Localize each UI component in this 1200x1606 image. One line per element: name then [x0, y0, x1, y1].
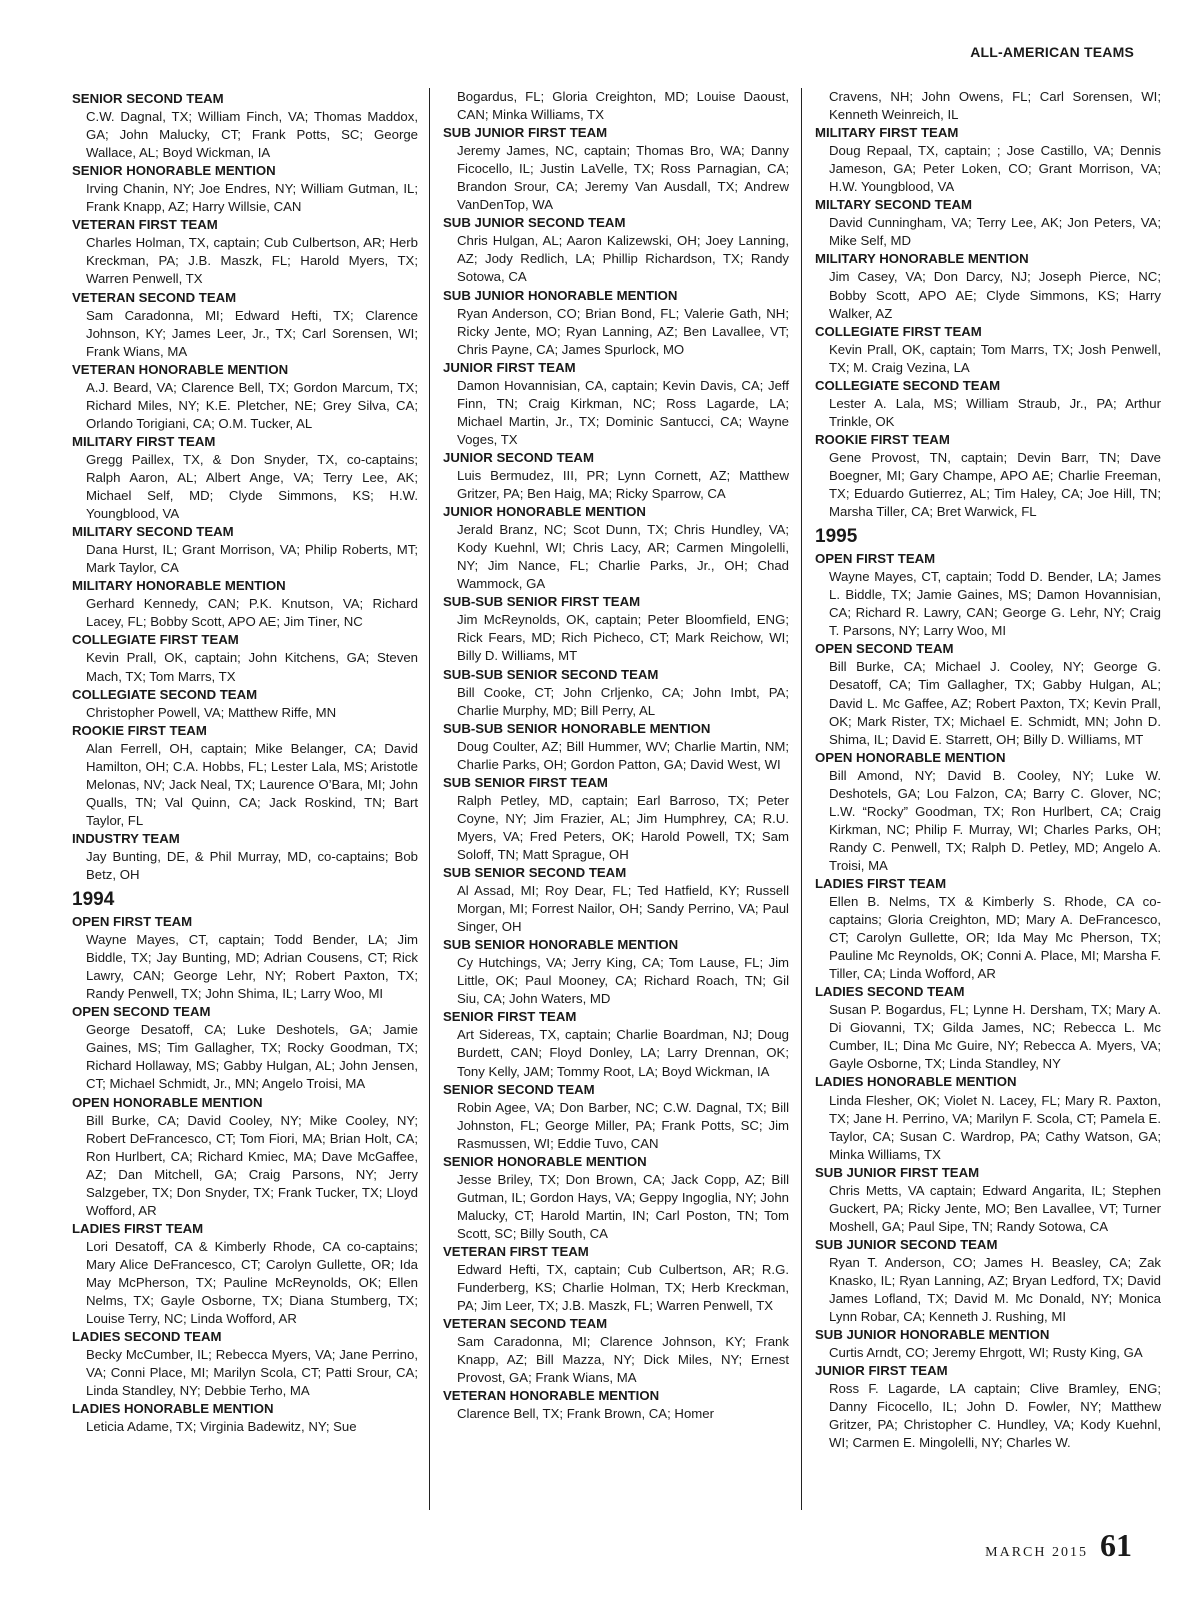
team-roster: Alan Ferrell, OH, captain; Mike Belanger, CA; David Hamilton, OH; C.A. Hobbs, FL; Lester Lala, MS; Aristotle Melonas, NV; Jack Neal, TX; Laurence O’Bara, MI; John Qualls, TN; Val Quinn, CA; Jack Roskind, TN; Bart Taylor, FL	[86, 740, 418, 828]
issue-date: MARCH 2015	[985, 1545, 1088, 1560]
team-roster: Sam Caradonna, MI; Edward Hefti, TX; Clarence Johnson, KY; James Leer, Jr., TX; Carl Sorensen, WI; Frank Wians, MA	[86, 307, 418, 359]
team-heading: SUB JUNIOR SECOND TEAM	[443, 215, 626, 231]
team-roster: Dana Hurst, IL; Grant Morrison, VA; Philip Roberts, MT; Mark Taylor, CA	[86, 542, 418, 576]
team-heading: SUB JUNIOR HONORABLE MENTION	[443, 287, 678, 303]
team-roster: Leticia Adame, TX; Virginia Badewitz, NY; Sue	[86, 1419, 357, 1435]
team-heading: ROOKIE FIRST TEAM	[815, 431, 950, 447]
team-heading: VETERAN SECOND TEAM	[72, 289, 237, 305]
team-roster: Robin Agee, VA; Don Barber, NC; C.W. Dagnal, TX; Bill Johnston, FL; George Miller, PA; Frank Potts, SC; Jim Rasmussen, WI; Eddie Tuvo, CAN	[457, 1099, 789, 1151]
team-roster: A.J. Beard, VA; Clarence Bell, TX; Gordon Marcum, TX; Richard Miles, NY; K.E. Pletcher, NE; Grey Silva, CA; Orlando Torigiani, CA; O.M. Tucker, AL	[86, 379, 418, 431]
team-heading: COLLEGIATE FIRST TEAM	[72, 632, 239, 648]
team-heading: JUNIOR HONORABLE MENTION	[443, 504, 646, 520]
team-heading: OPEN HONORABLE MENTION	[815, 749, 1006, 765]
team-heading: SUB SENIOR SECOND TEAM	[443, 865, 627, 881]
team-roster: Christopher Powell, VA; Matthew Riffe, MN	[86, 704, 337, 720]
team-heading: OPEN HONORABLE MENTION	[72, 1094, 263, 1110]
article-columns	[72, 88, 1162, 1558]
team-roster: Ralph Petley, MD, captain; Earl Barroso, TX; Peter Coyne, NY; Jim Frazier, AL; Jim Humphrey, CA; R.U. Myers, VA; Fred Peters, OK; Harold Powell, TX; Sam Soloff, TN; Matt Sprague, OH	[457, 792, 789, 862]
team-roster: Jerald Branz, NC; Scot Dunn, TX; Chris Hundley, VA; Kody Kuehnl, WI; Chris Lacy, AR; Carmen Mingolelli, NY; Jim Nance, FL; Charlie Parks, Jr., OH; Chad Wammock, GA	[457, 522, 789, 592]
column-3	[815, 88, 1161, 1452]
team-heading: SUB SENIOR HONORABLE MENTION	[443, 937, 679, 953]
team-heading: INDUSTRY TEAM	[72, 830, 180, 846]
team-roster: Lester A. Lala, MS; William Straub, Jr., PA; Arthur Trinkle, OK	[829, 395, 1161, 429]
team-roster: Luis Bermudez, III, PR; Lynn Cornett, AZ; Matthew Gritzer, PA; Ben Haig, MA; Ricky Sparrow, CA	[457, 467, 789, 502]
team-heading: OPEN FIRST TEAM	[815, 551, 936, 567]
team-roster: C.W. Dagnal, TX; William Finch, VA; Thomas Maddox, GA; John Malucky, CT; Frank Potts, SC; George Wallace, AL; Boyd Wickman, IA	[86, 109, 418, 161]
team-heading: OPEN FIRST TEAM	[72, 914, 193, 930]
team-roster: Bogardus, FL; Gloria Creighton, MD; Louise Daoust, CAN; Minka Williams, TX	[457, 89, 789, 123]
column-2	[443, 88, 789, 1423]
team-heading: COLLEGIATE SECOND TEAM	[72, 686, 258, 702]
column-divider	[429, 88, 430, 1510]
team-heading: OPEN SECOND TEAM	[815, 641, 954, 657]
team-roster: Wayne Mayes, CT, captain; Todd D. Bender, LA; James L. Biddle, TX; Jamie Gaines, MS; Damon Hovannisian, CA; Richard R. Lawry, CAN; George G. Lehr, NY; Craig T. Parsons, NY; Larry Woo, MI	[829, 569, 1161, 639]
team-heading: JUNIOR SECOND TEAM	[443, 449, 594, 465]
team-roster: Gregg Paillex, TX, & Don Snyder, TX, co-captains; Ralph Aaron, AL; Albert Ange, VA; Terry Lee, AK; Michael Self, MD; Clyde Simmons, KS; H.W. Youngblood, VA	[86, 451, 418, 522]
team-heading: VETERAN HONORABLE MENTION	[72, 361, 289, 377]
team-roster: Ross F. Lagarde, LA captain; Clive Bramley, ENG; Danny Ficocello, IL; John D. Fowler, NY; Matthew Gritzer, PA; Christopher C. Hundley, VA; Kody Kuehnl, WI; Carmen E. Mingolelli, NY; Charles W.	[829, 1381, 1161, 1451]
team-heading: JUNIOR FIRST TEAM	[815, 1363, 948, 1379]
team-roster: Al Assad, MI; Roy Dear, FL; Ted Hatfield, KY; Russell Morgan, MI; Forrest Nailor, OH; Sandy Perrino, VA; Paul Singer, OH	[457, 883, 789, 935]
team-heading: LADIES FIRST TEAM	[72, 1220, 204, 1236]
team-roster: Sam Caradonna, MI; Clarence Johnson, KY; Frank Knapp, AZ; Bill Mazza, NY; Dick Miles, NY; Ernest Provost, GA; Frank Wians, MA	[457, 1334, 789, 1386]
team-heading: SENIOR SECOND TEAM	[72, 91, 224, 106]
team-heading: VETERAN FIRST TEAM	[72, 217, 218, 233]
team-heading: MILITARY HONORABLE MENTION	[72, 578, 286, 594]
year-heading: 1994	[72, 889, 115, 911]
team-heading: MILITARY SECOND TEAM	[72, 524, 234, 540]
team-heading: LADIES SECOND TEAM	[815, 984, 965, 1000]
team-heading: SENIOR HONORABLE MENTION	[72, 163, 276, 179]
team-roster: Becky McCumber, IL; Rebecca Myers, VA; Jane Perrino, VA; Conni Place, MI; Marilyn Scola, CT; Patti Srour, CA; Linda Standley, NY; Debbie Terho, MA	[86, 1347, 418, 1399]
team-heading: VETERAN HONORABLE MENTION	[443, 1388, 660, 1404]
page-footer	[985, 1527, 1132, 1564]
team-roster: Ryan Anderson, CO; Brian Bond, FL; Valerie Gath, NH; Ricky Jente, MO; Ryan Lanning, AZ; Ben Lavallee, VT; Chris Payne, CA; James Spurlock, MO	[457, 305, 789, 357]
team-heading: JUNIOR FIRST TEAM	[443, 359, 576, 375]
team-heading: SUB JUNIOR SECOND TEAM	[815, 1236, 998, 1252]
team-heading: SENIOR HONORABLE MENTION	[443, 1153, 647, 1169]
team-heading: SUB-SUB SENIOR FIRST TEAM	[443, 594, 641, 610]
team-heading: COLLEGIATE FIRST TEAM	[815, 323, 982, 339]
team-heading: MILTARY SECOND TEAM	[815, 197, 973, 213]
team-roster: Edward Hefti, TX, captain; Cub Culbertson, AR; R.G. Funderberg, KS; Charlie Holman, TX; Herb Kreckman, PA; Jim Leer, TX; J.B. Maszk, FL; Warren Penwell, TX	[457, 1262, 789, 1314]
team-heading: VETERAN SECOND TEAM	[443, 1316, 608, 1332]
team-roster: Jay Bunting, DE, & Phil Murray, MD, co-captains; Bob Betz, OH	[86, 848, 418, 883]
team-roster: Bill Burke, CA; David Cooley, NY; Mike Cooley, NY; Robert DeFrancesco, CT; Tom Fiori, MA; Brian Holt, CA; Ron Hurlbert, CA; Richard Kmiec, MA; Dave McGaffee, AZ; Dan Mitchell, GA; Craig Parsons, NY; Jerry Salzgeber, TX; Don Snyder, TX; Frank Tucker, TX; Lloyd Wofford, AR	[86, 1112, 418, 1218]
team-roster: Doug Coulter, AZ; Bill Hummer, WV; Charlie Martin, NM; Charlie Parks, OH; Gordon Patton, GA; David West, WI	[457, 738, 789, 772]
section-header: ALL-AMERICAN TEAMS	[970, 44, 1134, 60]
team-roster: Wayne Mayes, CT, captain; Todd Bender, LA; Jim Biddle, TX; Jay Bunting, MD; Adrian Cousens, CT; Rick Lawry, CAN; George Lehr, NY; Robert Paxton, TX; Randy Penwell, TX; John Shima, IL; Larry Woo, MI	[86, 932, 418, 1002]
team-roster: Damon Hovannisian, CA, captain; Kevin Davis, CA; Jeff Finn, TN; Craig Kirkman, NC; Ross Lagarde, LA; Michael Martin, Jr., TX; Dominic Santucci, CA; Wayne Voges, TX	[457, 377, 789, 447]
column-1	[72, 90, 418, 1436]
team-heading: SENIOR FIRST TEAM	[443, 1009, 577, 1025]
team-roster: David Cunningham, VA; Terry Lee, AK; Jon Peters, VA; Mike Self, MD	[829, 215, 1161, 249]
team-roster: Cy Hutchings, VA; Jerry King, CA; Tom Lause, FL; Jim Little, OK; Paul Mooney, CA; Richard Roach, TN; Gil Siu, CA; John Waters, MD	[457, 955, 789, 1007]
column-divider	[801, 88, 802, 1510]
team-roster: Clarence Bell, TX; Frank Brown, CA; Homer	[457, 1406, 714, 1422]
team-roster: Jim McReynolds, OK, captain; Peter Bloomfield, ENG; Rick Fears, MD; Rich Picheco, CT; Mark Reichow, WI; Billy D. Williams, MT	[457, 612, 789, 664]
team-roster: Lori Desatoff, CA & Kimberly Rhode, CA co-captains; Mary Alice DeFrancesco, CT; Carolyn Gullette, OR; Ida May McPherson, TX; Pauline McReynolds, OK; Ellen Nelms, TX; Gayle Osborne, TX; Diana Stumberg, TX; Louise Terry, NC; Linda Wofford, AR	[86, 1238, 418, 1327]
team-heading: LADIES SECOND TEAM	[72, 1329, 222, 1345]
team-roster: Linda Flesher, OK; Violet N. Lacey, FL; Mary R. Paxton, TX; Jane H. Perrino, VA; Marilyn F. Scola, CT; Pamela E. Taylor, CA; Susan C. Wardrop, PA; Cathy Watson, GA; Minka Williams, TX	[829, 1092, 1161, 1162]
team-roster: Curtis Arndt, CO; Jeremy Ehrgott, WI; Rusty King, GA	[829, 1345, 1143, 1361]
team-roster: Charles Holman, TX, captain; Cub Culbertson, AR; Herb Kreckman, PA; J.B. Maszk, FL; Harold Myers, TX; Warren Penwell, TX	[86, 235, 418, 287]
team-heading: LADIES HONORABLE MENTION	[72, 1401, 274, 1417]
team-roster: Jim Casey, VA; Don Darcy, NJ; Joseph Pierce, NC; Bobby Scott, APO AE; Clyde Simmons, KS; Harry Walker, AZ	[829, 269, 1161, 321]
team-roster: George Desatoff, CA; Luke Deshotels, GA; Jamie Gaines, MS; Tim Gallagher, TX; Rocky Goodman, TX; Richard Hollaway, MS; Gabby Hulgan, AL; John Jensen, CT; Michael Schmidt, Jr., MN; Angelo Troisi, MA	[86, 1022, 418, 1092]
team-roster: Bill Burke, CA; Michael J. Cooley, NY; George G. Desatoff, CA; Tim Gallagher, TX; Gabby Hulgan, AL; David L. Mc Gaffee, AZ; Robert Paxton, TX; Kevin Prall, OK; Mark Rister, TX; Michael E. Schmidt, MN; John D. Shima, IL; David E. Starrett, OH; Billy D. Williams, MT	[829, 659, 1161, 747]
team-roster: Irving Chanin, NY; Joe Endres, NY; William Gutman, IL; Frank Knapp, AZ; Harry Willsie, CAN	[86, 181, 418, 215]
team-roster: Art Sidereas, TX, captain; Charlie Boardman, NJ; Doug Burdett, CAN; Floyd Donley, LA; Larry Drennan, OK; Tony Kelly, JAM; Tommy Root, LA; Boyd Wickman, IA	[457, 1027, 789, 1079]
team-roster: Susan P. Bogardus, FL; Lynne H. Dersham, TX; Mary A. Di Giovanni, TX; Gilda James, NC; Rebecca L. Mc Cumber, IL; Dina Mc Guire, NY; Rebecca A. Myers, VA; Gayle Osborne, TX; Linda Standley, NY	[829, 1002, 1161, 1072]
team-heading: LADIES FIRST TEAM	[815, 875, 947, 891]
team-heading: SUB JUNIOR FIRST TEAM	[815, 1164, 980, 1180]
team-roster: Gerhard Kennedy, CAN; P.K. Knutson, VA; Richard Lacey, FL; Bobby Scott, APO AE; Jim Tiner, NC	[86, 596, 418, 630]
team-roster: Chris Hulgan, AL; Aaron Kalizewski, OH; Joey Lanning, AZ; Jody Redlich, LA; Phillip Richardson, TX; Randy Sotowa, CA	[457, 233, 789, 285]
team-roster: Chris Metts, VA captain; Edward Angarita, IL; Stephen Guckert, PA; Ricky Jente, MO; Ben Lavallee, VT; Turner Moshell, GA; Paul Sipe, TN; Randy Sotowa, CA	[829, 1182, 1161, 1234]
team-heading: SUB SENIOR FIRST TEAM	[443, 774, 608, 790]
team-heading: SUB JUNIOR FIRST TEAM	[443, 125, 608, 141]
team-heading: ROOKIE FIRST TEAM	[72, 722, 207, 738]
team-roster: Bill Cooke, CT; John Crljenko, CA; John Imbt, PA; Charlie Murphy, MD; Bill Perry, AL	[457, 684, 789, 718]
page-number: 61	[1100, 1527, 1132, 1563]
team-roster: Ryan T. Anderson, CO; James H. Beasley, CA; Zak Knasko, IL; Ryan Lanning, AZ; Bryan Ledford, TX; David James Lofland, TX; David M. Mc Donald, NY; Monica Lynn Robar, CA; Kenneth J. Rushing, MI	[829, 1254, 1161, 1325]
team-roster: Ellen B. Nelms, TX & Kimberly S. Rhode, CA co-captains; Gloria Creighton, MD; Mary A. DeFrancesco, CT; Carolyn Gullette, OR; Ida May Mc Pherson, TX; Pauline Mc Reynolds, OK; Conni A. Place, MI; Marsha F. Tiller, CA; Linda Wofford, AR	[829, 894, 1161, 982]
team-roster: Bill Amond, NY; David B. Cooley, NY; Luke W. Deshotels, GA; Lou Falzon, CA; Barry C. Glover, NC; L.W. “Rocky” Goodman, TX; Ron Hurlbert, CA; Craig Kirkman, NC; Philip F. Murray, WI; Charles Parks, OH; Randy C. Penwell, TX; Ralph D. Petley, MD; Angelo A. Troisi, MA	[829, 767, 1161, 873]
team-roster: Kevin Prall, OK, captain; Tom Marrs, TX; Josh Penwell, TX; M. Craig Vezina, LA	[829, 341, 1161, 375]
team-heading: SUB JUNIOR HONORABLE MENTION	[815, 1327, 1050, 1343]
team-roster: Jesse Briley, TX; Don Brown, CA; Jack Copp, AZ; Bill Gutman, IL; Gordon Hays, VA; Geppy Ingoglia, NY; John Malucky, CT; Harold Martin, IN; Carl Poston, TN; Tom Scott, SC; Billy South, CA	[457, 1171, 789, 1241]
team-heading: MILITARY FIRST TEAM	[72, 433, 216, 449]
team-heading: COLLEGIATE SECOND TEAM	[815, 377, 1001, 393]
team-roster: Cravens, NH; John Owens, FL; Carl Sorensen, WI; Kenneth Weinreich, IL	[829, 89, 1161, 123]
team-heading: VETERAN FIRST TEAM	[443, 1244, 589, 1259]
team-heading: SUB-SUB SENIOR SECOND TEAM	[443, 666, 659, 682]
team-heading: OPEN SECOND TEAM	[72, 1004, 211, 1020]
team-heading: SENIOR SECOND TEAM	[443, 1081, 595, 1097]
team-roster: Jeremy James, NC, captain; Thomas Bro, WA; Danny Ficocello, IL; Justin LaVelle, TX; Ross Parnagian, CA; Brandon Srour, CA; Jeremy Van Ausdall, TX; Andrew VanDenTop, WA	[457, 143, 789, 213]
team-roster: Kevin Prall, OK, captain; John Kitchens, GA; Steven Mach, TX; Tom Marrs, TX	[86, 650, 418, 684]
team-roster: Doug Repaal, TX, captain; ; Jose Castillo, VA; Dennis Jameson, GA; Peter Loken, CO; Grant Morrison, VA; H.W. Youngblood, VA	[829, 143, 1161, 195]
team-roster: Gene Provost, TN, captain; Devin Barr, TN; Dave Boegner, MI; Gary Champe, APO AE; Charlie Freeman, TX; Eduardo Gutierrez, AL; Tim Haley, CA; Joe Hill, TN; Marsha Tiller, CA; Bret Warwick, FL	[829, 449, 1161, 520]
team-heading: SUB-SUB SENIOR HONORABLE MENTION	[443, 720, 711, 736]
team-heading: LADIES HONORABLE MENTION	[815, 1074, 1017, 1090]
team-heading: MILITARY HONORABLE MENTION	[815, 251, 1029, 267]
team-heading: MILITARY FIRST TEAM	[815, 125, 959, 141]
year-heading: 1995	[815, 526, 858, 548]
